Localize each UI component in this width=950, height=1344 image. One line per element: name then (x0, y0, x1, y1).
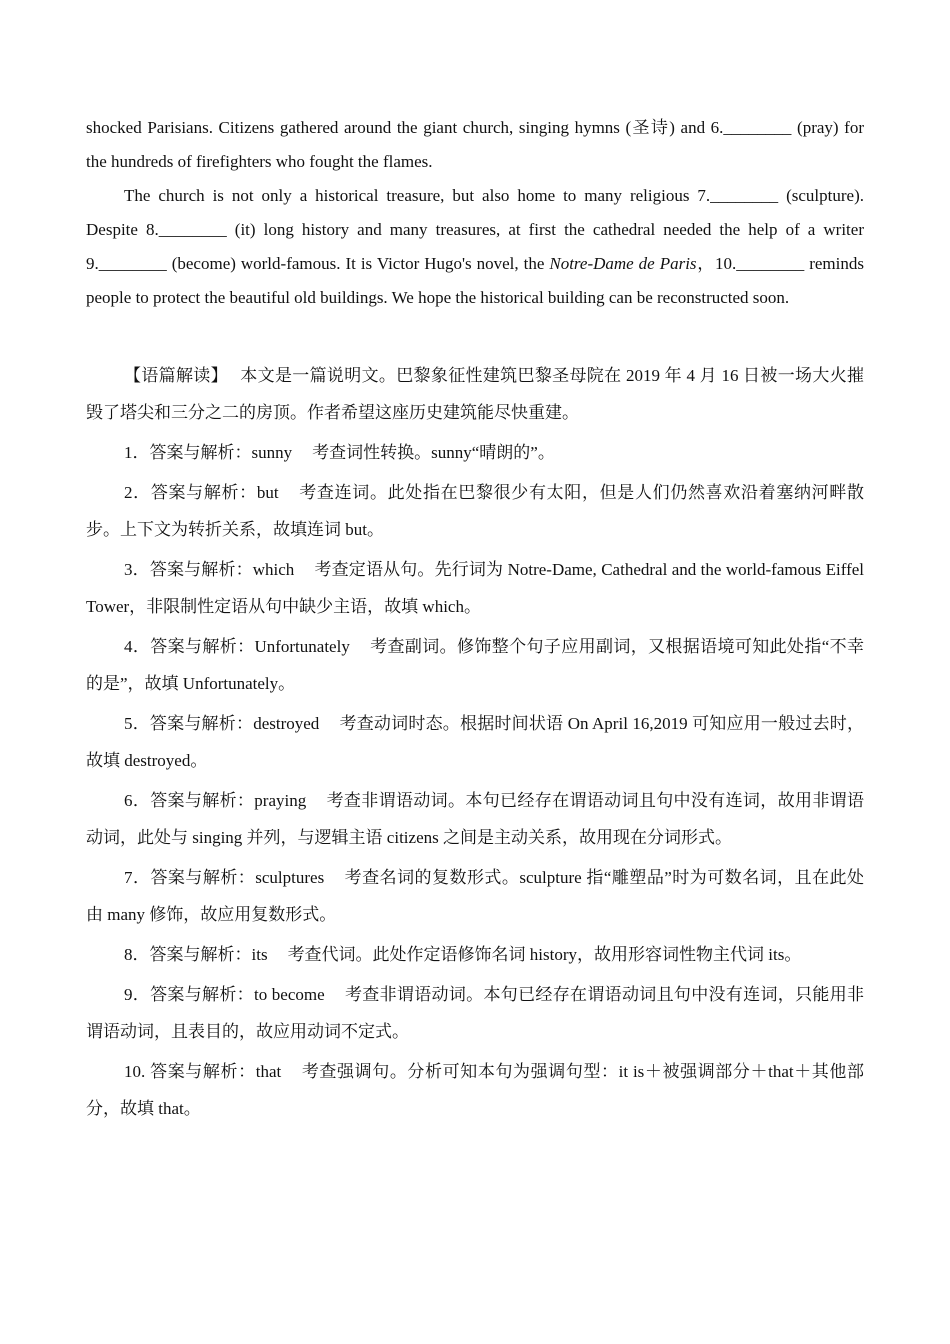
answer-word: Unfortunately (254, 637, 350, 656)
answer-number: 6．答案与解析： (124, 791, 255, 810)
answer-number: 9．答案与解析： (124, 985, 254, 1004)
answer-item (86, 936, 864, 973)
answer-explanation: 考查定语从句。先行词为 Notre-Dame, Cathedral and the world-famous Eiffel Tower，非限制性定语从句中缺少主语，故填 which。 (86, 560, 864, 616)
document-page (86, 111, 864, 1130)
answer-word: but (256, 483, 279, 502)
answer-number: 10. 答案与解析： (124, 1062, 256, 1081)
answer-item (86, 1053, 864, 1127)
answer-explanation: 考查名词的复数形式。sculpture 指“雕塑品”时为可数名词，且在此处由 many 修饰，故应用复数形式。 (86, 868, 865, 924)
answer-number: 4．答案与解析： (124, 637, 255, 656)
analysis-label: 【语篇解读】 (124, 366, 228, 385)
answer-item (86, 705, 864, 779)
answer-number: 7．答案与解析： (124, 868, 256, 887)
answer-item (86, 859, 864, 933)
answer-word: that (255, 1062, 282, 1081)
answer-explanation: 考查代词。此处作定语修饰名词 history，故用形容词性物主代词 its。 (287, 945, 802, 964)
passage-paragraph-1 (86, 111, 864, 179)
answer-explanation: 考查连词。此处指在巴黎很少有太阳，但是人们仍然喜欢沿着塞纳河畔散步。上下文为转折关系，故填连词 but。 (86, 483, 865, 539)
passage-text: shocked Parisians. Citizens gathered around the giant church, singing hymns (圣诗) and 6.________ (pray) for the hundreds of firefighters who fought the flames. (86, 118, 864, 171)
answer-explanation: 考查强调句。分析可知本句为强调句型：it is＋被强调部分＋that＋其他部分，故填 that。 (86, 1062, 865, 1118)
answer-number: 2．答案与解析： (124, 483, 257, 502)
answer-item (86, 474, 864, 548)
answer-explanation: 考查副词。修饰整个句子应用副词，又根据语境可知此处指“不幸的是”，故填 Unfortunately。 (86, 637, 865, 693)
answer-item (86, 976, 864, 1050)
passage-paragraph-2 (86, 179, 864, 315)
answer-explanation: 考查非谓语动词。本句已经存在谓语动词且句中没有连词，只能用非谓语动词，且表目的，故应用动词不定式。 (86, 985, 865, 1041)
answer-explanation: 考查词性转换。sunny“晴朗的”。 (312, 443, 555, 462)
answer-word: sunny (251, 443, 293, 462)
answer-number: 8．答案与解析： (124, 945, 252, 964)
answer-item (86, 551, 864, 625)
answer-word: sculptures (255, 868, 325, 887)
section-gap (86, 315, 864, 357)
analysis-text: 本文是一篇说明文。巴黎象征性建筑巴黎圣母院在 2019 年 4 月 16 日被一场大火摧毁了塔尖和三分之二的房顶。作者希望这座历史建筑能尽快重建。 (86, 366, 865, 422)
answer-list (86, 434, 864, 1127)
answer-explanation: 考查非谓语动词。本句已经存在谓语动词且句中没有连词，故用非谓语动词，此处与 singing 并列，与逻辑主语 citizens 之间是主动关系，故用现在分词形式。 (86, 791, 865, 847)
answer-number: 3．答案与解析： (124, 560, 253, 579)
analysis-paragraph (86, 357, 864, 431)
novel-title: Notre-Dame de Paris (549, 254, 697, 273)
answer-word: praying (254, 791, 307, 810)
answer-explanation: 考查动词时态。根据时间状语 On April 16,2019 可知应用一般过去时，故填 destroyed。 (86, 714, 864, 770)
answer-number: 1．答案与解析： (124, 443, 252, 462)
answer-number: 5．答案与解析： (124, 714, 254, 733)
answer-word: to become (254, 985, 325, 1004)
answer-word: destroyed (253, 714, 320, 733)
answer-item (86, 628, 864, 702)
answer-word: which (252, 560, 295, 579)
passage-text: The church is not only a historical treasure, but also home to many religious 7.________ (sculpture). Despite 8.________ (it) long history and many treasures, at first the cathedral needed the help of a writer 9.________ (become) world-famous. It is Victor Hugo's novel, the (86, 186, 864, 273)
passage-text: ，10.________ reminds people to protect the beautiful old buildings. We hope the historical building can be reconstructed soon. (86, 254, 864, 307)
answer-item (86, 782, 864, 856)
answer-item (86, 434, 864, 471)
answer-word: its (251, 945, 268, 964)
